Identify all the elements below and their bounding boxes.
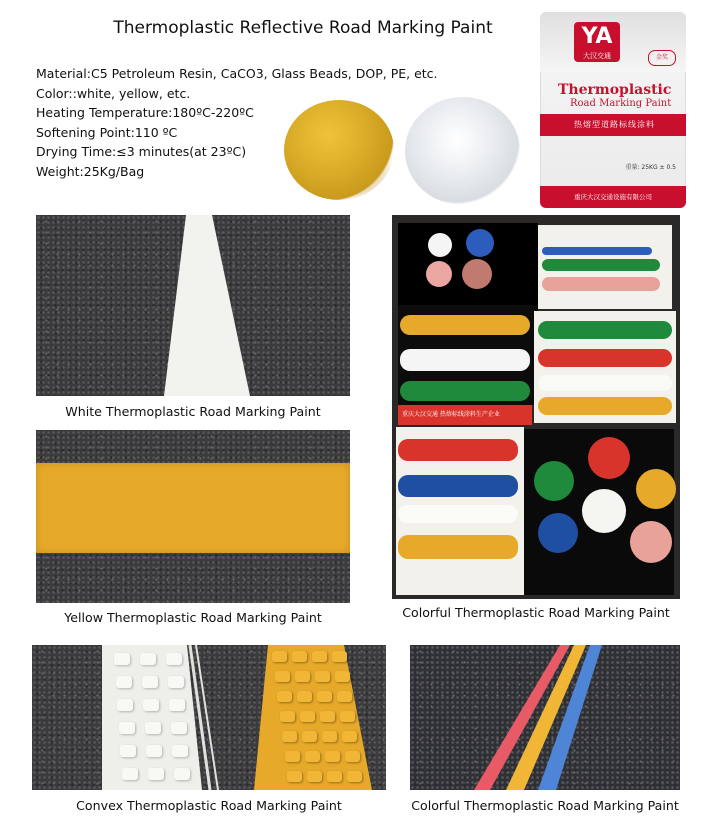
convex-bump (287, 771, 302, 782)
convex-bump (277, 691, 292, 702)
convex-bump (282, 731, 297, 742)
bag-weight: 重量: 25KG ± 0.5 (625, 164, 676, 171)
convex-marking-photo (32, 645, 386, 790)
convex-bump (148, 768, 164, 780)
convex-bump (315, 671, 330, 682)
award-seal: 金奖 (648, 50, 676, 66)
convex-bump (145, 722, 161, 734)
convex-bump (174, 768, 190, 780)
convex-bump (320, 711, 335, 722)
spec-softening-point: Softening Point:110 ºC (36, 124, 178, 140)
convex-bump (322, 731, 337, 742)
convex-bump (292, 651, 307, 662)
bag-product-name: Thermoplastic (558, 82, 672, 98)
convex-bump (285, 751, 300, 762)
convex-bump (335, 671, 350, 682)
convex-bump (297, 691, 312, 702)
convex-bump (280, 711, 295, 722)
yellow-road-band (36, 463, 350, 553)
convex-bump (114, 653, 130, 665)
convex-bump (302, 731, 317, 742)
caption-convex: Convex Thermoplastic Road Marking Paint (76, 798, 342, 813)
convex-bump (116, 676, 132, 688)
convex-bump (342, 731, 357, 742)
convex-bump (340, 711, 355, 722)
spec-weight: Weight:25Kg/Bag (36, 163, 145, 179)
page-title: Thermoplastic Reflective Road Marking Paint (113, 18, 493, 38)
spec-heating-temperature: Heating Temperature:180ºC-220ºC (36, 105, 254, 120)
convex-bump (332, 651, 347, 662)
caption-yellow: Yellow Thermoplastic Road Marking Paint (64, 610, 322, 625)
convex-bump (117, 699, 133, 711)
bag-chinese-name: 热熔型道路标线涂料 (574, 120, 655, 129)
convex-bump (337, 691, 352, 702)
spec-drying-time: Drying Time:≤3 minutes(at 23ºC) (36, 144, 247, 159)
convex-bump (142, 676, 158, 688)
colorful-samples-photo (392, 215, 680, 599)
spec-color: Color::white, yellow, etc. (36, 85, 191, 101)
convex-bump (172, 745, 188, 757)
convex-bump (317, 691, 332, 702)
caption-colorful-samples: Colorful Thermoplastic Road Marking Paint (402, 605, 670, 620)
convex-bump (140, 653, 156, 665)
convex-bump (122, 768, 138, 780)
convex-bump (307, 771, 322, 782)
yellow-powder-image (284, 100, 394, 200)
convex-bump (272, 651, 287, 662)
yellow-marking-photo (36, 430, 350, 603)
convex-bump (143, 699, 159, 711)
convex-bump (295, 671, 310, 682)
convex-bump (345, 751, 360, 762)
spec-material: Material:C5 Petroleum Resin, CaCO3, Glass Beads, DOP, PE, etc. (36, 66, 438, 81)
convex-bump (120, 745, 136, 757)
white-road-line (164, 215, 250, 396)
convex-bump (168, 676, 184, 688)
convex-bump (312, 651, 327, 662)
bag-manufacturer: 重庆大汉交通设施有限公司 (540, 186, 686, 208)
convex-bump (166, 653, 182, 665)
white-powder-image (405, 97, 520, 205)
brand-logo: YA 大汉交通 (574, 22, 620, 62)
white-marking-photo (36, 215, 350, 396)
bag-product-subname: Road Marking Paint (570, 98, 672, 109)
convex-bump (327, 771, 342, 782)
product-bag-image (540, 12, 686, 208)
convex-bump (171, 722, 187, 734)
convex-bump (119, 722, 135, 734)
colorful-road-photo (410, 645, 680, 790)
convex-bump (325, 751, 340, 762)
convex-bump (169, 699, 185, 711)
convex-bump (305, 751, 320, 762)
sample-board-label: 重庆大汉交通 热熔标线涂料生产企业 (398, 405, 532, 425)
caption-colorful-road: Colorful Thermoplastic Road Marking Paint (411, 798, 679, 813)
convex-bump (275, 671, 290, 682)
convex-bump (300, 711, 315, 722)
caption-white: White Thermoplastic Road Marking Paint (65, 404, 321, 419)
convex-bump (347, 771, 362, 782)
convex-bump (146, 745, 162, 757)
